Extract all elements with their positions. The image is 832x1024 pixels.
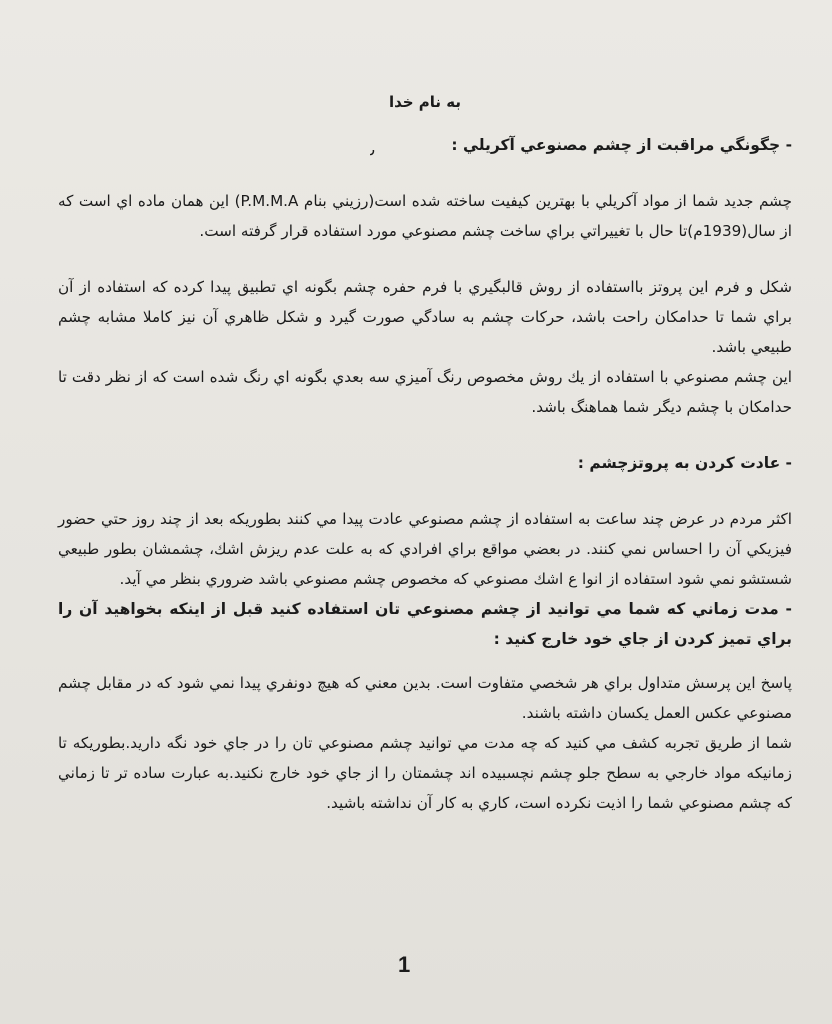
paragraph: شما از طريق تجربه كشف مي كنيد كه چه مدت مي توانيد چشم مصنوعي تان را در جاي خود نگه داريد.بطوريكه تا زمانيكه مواد خارجي به سطح جلو چشم نچسبيده اند چشمتان را از جاي خود خارج نكنيد.به عبارت ساده تر تا زماني كه چشم مصنوعي شما را اذيت نكرده است، كاري به كار آن نداشته باشيد. — [58, 734, 792, 812]
document-body — [58, 88, 792, 818]
section-heading: - چگونگي مراقبت از چشم مصنوعي آكريلي : — [451, 136, 792, 154]
paragraph: شكل و فرم اين پروتز بااستفاده از روش قالبگيري با فرم حفره چشم بگونه اي تطبيق پيدا كرده كه استفاده از آن براي شما تا حدامكان راحت باشد، حركات چشم به سادگي صورت گيرد و شكل ظاهري آن نيز كاملا مشابه چشم طبيعي باشد. — [58, 278, 792, 356]
section-heading: - عادت كردن به پروتزچشم : — [577, 454, 792, 472]
paragraph: چشم جديد شما از مواد آكريلي با بهترين كيفيت ساخته شده است(رزيني بنام P.M.M.A) اين همان ماده اي است كه از سال(1939م)تا حال با تغييراتي براي ساخت چشم مصنوعي مورد استفاده قرار گرفته است. — [58, 192, 792, 240]
paragraph: اين چشم مصنوعي با استفاده از يك روش مخصوص رنگ آميزي سه بعدي بگونه اي رنگ شده است كه از نظر دقت تا حدامكان با چشم ديگر شما هماهنگ باشد. — [58, 368, 792, 416]
section-heading: - مدت زماني كه شما مي توانيد از چشم مصنوعي تان استفاده كنيد قبل از اينكه بخواهيد آن را براي تميز كردن از جاي خود خارج كنيد : — [58, 600, 792, 648]
page-number: 1 — [398, 952, 411, 977]
document-header: به نام خدا — [388, 93, 462, 111]
ink-mark: ٫ — [370, 143, 375, 157]
section-getting-used — [58, 448, 792, 594]
section-usage-duration — [58, 594, 792, 818]
paragraph: اكثر مردم در عرض چند ساعت به استفاده از چشم مصنوعي عادت پيدا مي كنند بطوريكه بعد از چند روز حتي حضور فيزيكي آن را احساس نمي كنند. در بعضي مواقع براي افرادي كه به علت عدم ريزش اشك، چشمشان بطور طبيعي شستشو نمي شود استفاده از انوا ع اشك مصنوعي كه مخصوص چشم مصنوعي باشد ضروري بنظر مي آيد. — [58, 510, 792, 588]
paragraph: پاسخ اين پرسش متداول براي هر شخصي متفاوت است. بدين معني كه هيچ دونفري پيدا نمي شود كه در مقابل چشم مصنوعي عكس العمل يكسان داشته باشند. — [58, 674, 792, 722]
section-acrylic-eye-care — [58, 130, 792, 422]
